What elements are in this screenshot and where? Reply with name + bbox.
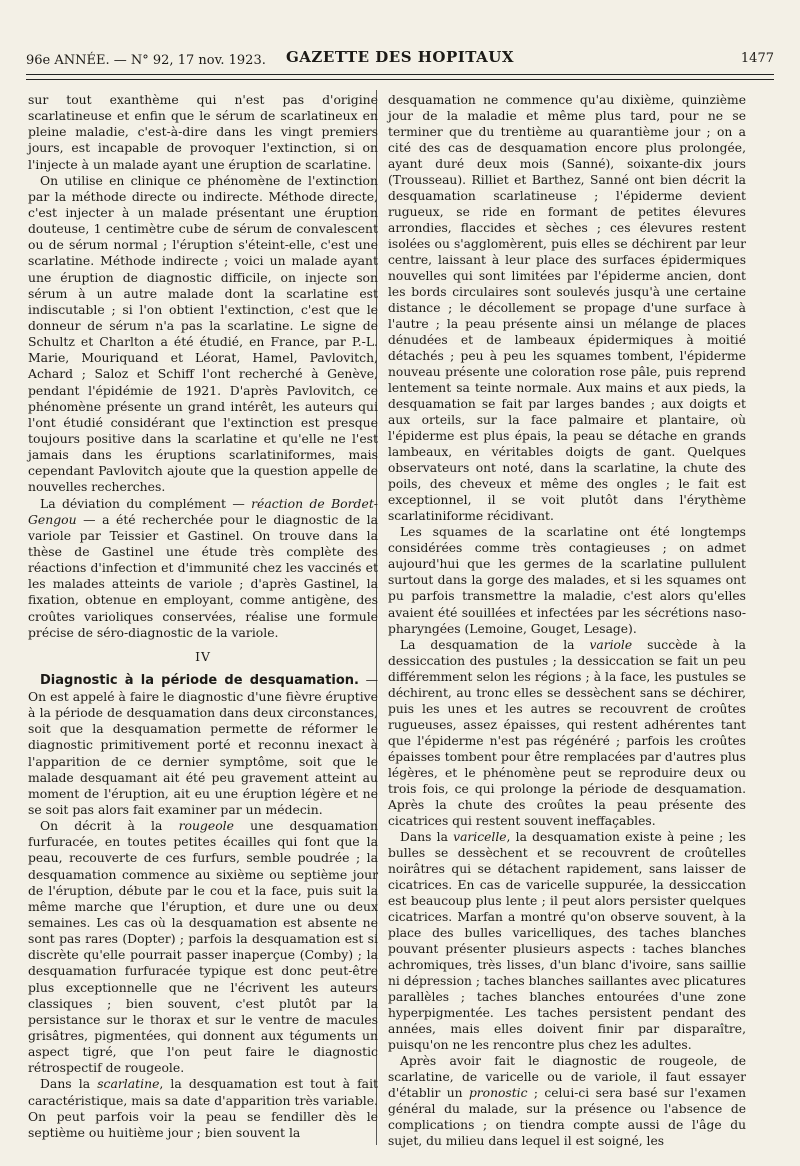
paragraph: La desquamation de la variole succède à la dessiccation des pustules ; la dessiccation se fait un peu différemment selon les régions ; à la face, les pustules se déchirent, au tronc elles se dessèchent sans se déchirer, puis les unes et les autres se recouvrent de croûtes rugueuses, assez épaisses, qui restent adhérentes tant que l'épiderme n'est pas régénéré ; parfois les croûtes épaisses tombent pour être remplacées par d'autres plus légères, et le phénomène peut se reproduire deux ou trois fois, ce qui prolonge la période de desquamation. Après la chute des croûtes la peau présente des cicatrices qui restent souvent ineffaçables. <box>388 637 746 828</box>
paragraph: La déviation du complément — réaction de Bordet-Gengou — a été recherchée pour le diagnostic de la variole par Teissier et Gastinel. On trouve dans la thèse de Gastinel une étude très complète des réactions d'infection et d'immunité chez les vaccinés et les malades atteints de variole ; d'après Gastinel, la fixation, obtenue en employant, comme antigène, des croûtes varioliques conservées, réalise une formule précise de séro-diagnostic de la variole. <box>28 495 378 640</box>
journal-title: GAZETTE DES HOPITAUX <box>285 48 514 66</box>
section-heading: Diagnostic à la période de desquamation. <box>40 672 359 688</box>
section-number: IV <box>195 648 211 664</box>
paragraph: Diagnostic à la période de desquamation. — On est appelé à faire le diagnostic d'une fièvre éruptive à la période de desquamation dans deux circonstances, soit que la desquamation permette de réformer le diagnostic primitivement porté et reconnu inexact à l'apparition de ce dernier symptôme, soit que le malade desquamant ait été peu gravement atteint au moment de l'éruption, ait eu une éruption légère et ne se soit pas alors fait examiner par un médecin. <box>28 671 378 818</box>
paragraph: On utilise en clinique ce phénomène de l'extinction par la méthode directe ou indirecte. Méthode directe, c'est injecter à un malade présentant une éruption douteuse, 1 centimètre cube de sérum de convalescent ou de sérum normal ; l'éruption s'éteint-elle, c'est une scarlatine. Méthode indirecte ; voici un malade ayant une éruption de diagnostic difficile, on injecte son sérum à un autre malade dont la scarlatine est indiscutable ; si l'on obtient l'extinction, c'est que le donneur de sérum n'a pas la scarlatine. Le signe de Schultz et Charlton a été étudié, en France, par P.-L. Marie, Mouriquand et Léorat, Hamel, Pavlovitch, Achard ; Saloz et Schiff l'ont recherché à Genève, pendant l'épidémie de 1921. D'après Pavlovitch, ce phénomène présente un grand intérêt, les auteurs qui l'ont étudié considérant que l'extinction est presque toujours positive dans la scarlatine et qu'elle ne l'est jamais dans les éruptions scarlatiniformes, mais cependant Pavlovitch ajoute que la question appelle de nouvelles recherches. <box>28 172 378 495</box>
paragraph: Dans la varicelle, la desquamation existe à peine ; les bulles se dessèchent et se recouvrent de croûtelles noirâtres qui se détachent rapidement, sans laisser de cicatrices. En cas de varicelle suppurée, la dessiccation est beaucoup plus lente ; il peut alors persister quelques cicatrices. Marfan a montré qu'on observe souvent, à la place des bulles varicelliques, des taches blanches pouvant présenter plusieurs aspects : taches blanches achromiques, très lisses, d'un blanc d'ivoire, sans saillie ni dépression ; taches blanches saillantes avec plicatures parallèles ; taches blanches entourées d'une zone hyperpigmentée. Les taches persistent pendant des années, mais elles doivent finir par disparaître, puisqu'on ne les rencontre plus chez les adultes. <box>388 829 746 1052</box>
paragraph: Dans la scarlatine, la desquamation est tout à fait caractéristique, mais sa date d'apparition très variable. On peut parfois voir la peau se fendiller dès le septième ou huitième jour ; bien souvent la <box>28 1076 379 1140</box>
paragraph: Après avoir fait le diagnostic de rougeole, de scarlatine, de varicelle ou de variole, il faut essayer d'établir un pronostic ; celui-ci sera basé sur l'examen général du malade, sur la présence ou l'absence de complications ; on tiendra compte aussi de l'âge du sujet, du milieu dans lequel il est soigné, les <box>388 1053 746 1149</box>
header-rule-thin <box>26 79 774 80</box>
page-number: 1477 <box>740 51 774 66</box>
left-column <box>28 92 378 1141</box>
right-column <box>388 92 746 1149</box>
header-rule <box>26 74 774 75</box>
paragraph: On décrit à la rougeole une desquamation furfuracée, en toutes petites écailles qui font que la peau, recouverte de ces furfurs, semble poudrée ; la desquamation commence au sixième ou septième jour de l'éruption, débute par le cou et la face, puis suit la même marche que l'éruption, et dure une ou deux semaines. Les cas où la desquamation est absente ne sont pas rares (Dopter) ; parfois la desquamation est si discrète qu'elle pourrait passer inaperçue (Comby) ; la desquamation furfuracée typique est donc peut-être plus exceptionnelle que ne l'écrivent les auteurs classiques ; bien souvent, c'est plutôt par la persistance sur le thorax et sur le ventre de macules grisâtres, pigmentées, qui donnent aux téguments un aspect tigré, que l'on peut faire le diagnostic rétrospectif de rougeole. <box>28 818 378 1076</box>
paragraph: sur tout exanthème qui n'est pas d'origine scarlatineuse et enfin que le sérum de scarlatineux en pleine maladie, c'est-à-dire dans les vingt premiers jours, est incapable de provoquer l'extinction, si on l'injecte à un malade ayant une éruption de scarlatine. <box>28 92 378 172</box>
paragraph: desquamation ne commence qu'au dixième, quinzième jour de la maladie et même plus tard, pour ne se terminer que du trentième au quarantième jour ; on a cité des cas de desquamation encore plus prolongée, ayant duré deux mois (Sanné), soixante-dix jours (Trousseau). Rilliet et Barthez, Sanné ont bien décrit la desquamation scarlatineuse ; l'épiderme devient rugueux, se ride en formant de petites élevures arrondies, flaccides et sèches ; ces élevures restent isolées ou s'agglomèrent, puis elles se déchirent par leur centre, laissant à leur place des surfaces épidermiques nouvelles qui sont limitées par l'épiderme ancien, dont les bords circulaires sont soulevés jusqu'à une certaine distance ; le décollement se propage d'une surface à l'autre ; la peau présente ainsi un mélange de places dénudées et de lambeaux épidermiques à moitié détachés ; peu à peu les squames tombent, l'épiderme nouveau présente une coloration rose pâle, puis reprend lentement sa teinte normale. Aux mains et aux pieds, la desquamation se fait par larges bandes ; aux doigts et aux orteils, sur la face palmaire et plantaire, où l'épiderme est plus épais, la peau se détache en grands lambeaux, en véritables doigts de gant. Quelques observateurs ont noté, dans la scarlatine, la chute des poils, des cheveux et même des ongles ; le fait est exceptionnel, il se voit plutôt dans l'érythème scarlatiniforme récidivant. <box>388 93 746 524</box>
paragraph: Les squames de la scarlatine ont été longtemps considérées comme très contagieuses ; on admet aujourd'hui que les germes de la scarlatine pullulent surtout dans la gorge des malades, et si les squames ont pu parfois transmettre la maladie, c'est alors qu'elles avaient été souillées et infectées par les sécrétions naso-pharyngées (Lemoine, Gouget, Lesage). <box>388 525 746 636</box>
page-header <box>26 44 774 70</box>
issue-info: 96e ANNÉE. — N° 92, 17 nov. 1923. <box>26 53 266 68</box>
